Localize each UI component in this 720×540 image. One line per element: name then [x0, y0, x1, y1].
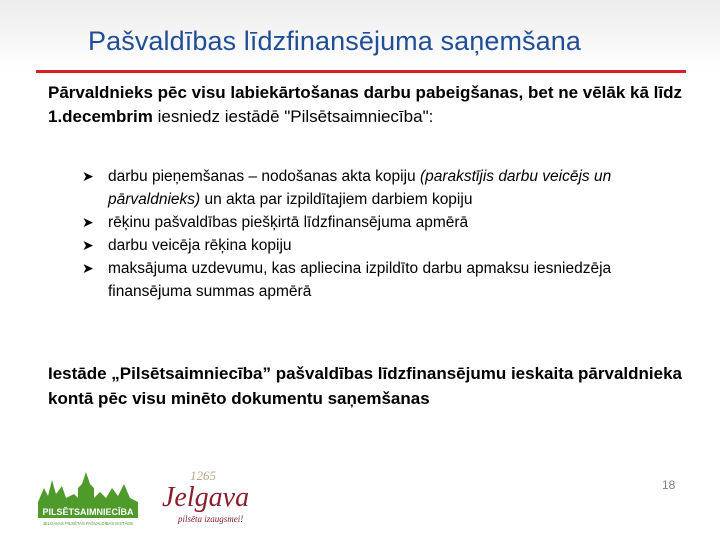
arrowhead-icon: ➤ — [82, 214, 94, 230]
intro-paragraph — [48, 81, 688, 129]
logo-jelgava-text: Jelgava — [162, 482, 250, 513]
city-skyline-icon — [34, 458, 142, 528]
title-divider — [36, 70, 686, 73]
bullet-item — [82, 165, 692, 211]
pilsetsaimnieciba-logo — [34, 458, 142, 528]
bullet-list — [82, 165, 692, 303]
bullet-text: rēķinu pašvaldības piešķirtā līdzfinansējuma apmērā — [108, 214, 469, 231]
bullet-text-tail: un akta par izpildītajiem darbiem kopiju — [200, 191, 473, 208]
bullet-item — [82, 211, 692, 234]
intro-rest-text: iesniedz iestādē "Pilsētsaimniecība": — [152, 107, 434, 126]
bullet-text: darbu veicēja rēķina kopiju — [108, 237, 292, 254]
intro-bold-text: Pārvaldnieks pēc visu labiekārtošanas darbu pabeigšanas, bet ne vēlāk kā līdz 1.decembrim — [48, 83, 683, 126]
arrowhead-icon: ➤ — [82, 168, 94, 184]
bullet-italic-text: (parakstījis darbu veicējs un pārvaldnieks) — [108, 168, 612, 208]
logo-subtitle-text: JELGAVAS PILSĒTAS PAŠVALDĪBAS IESTĀDE — [42, 521, 134, 526]
conclusion-paragraph: Iestāde „Pilsētsaimniecība” pašvaldības līdzfinansējumu ieskaita pārvaldnieka kontā pēc visu minēto dokumentu saņemšanas — [48, 364, 682, 408]
logo-years-text: 1265 — [190, 468, 216, 483]
logo-slogan-text: pilsēta izaugsmei! — [178, 514, 244, 524]
jelgava-emblem-icon — [148, 462, 270, 528]
arrowhead-icon: ➤ — [82, 260, 94, 276]
slide-title: Pašvaldības līdzfinansējuma saņemšana — [88, 26, 581, 56]
logo-name-text: PILSĒTSAIMNIECĪBA — [42, 507, 134, 517]
bullet-item — [82, 257, 692, 303]
page-number: 18 — [662, 478, 676, 492]
bullet-text: maksājuma uzdevumu, kas apliecina izpildīto darbu apmaksu iesniedzēja finansējuma summas apmērā — [108, 260, 612, 300]
jelgava-logo — [148, 462, 270, 528]
bullet-text: darbu pieņemšanas – nodošanas akta kopiju — [108, 168, 420, 185]
bullet-item — [82, 234, 692, 257]
arrowhead-icon: ➤ — [82, 237, 94, 253]
